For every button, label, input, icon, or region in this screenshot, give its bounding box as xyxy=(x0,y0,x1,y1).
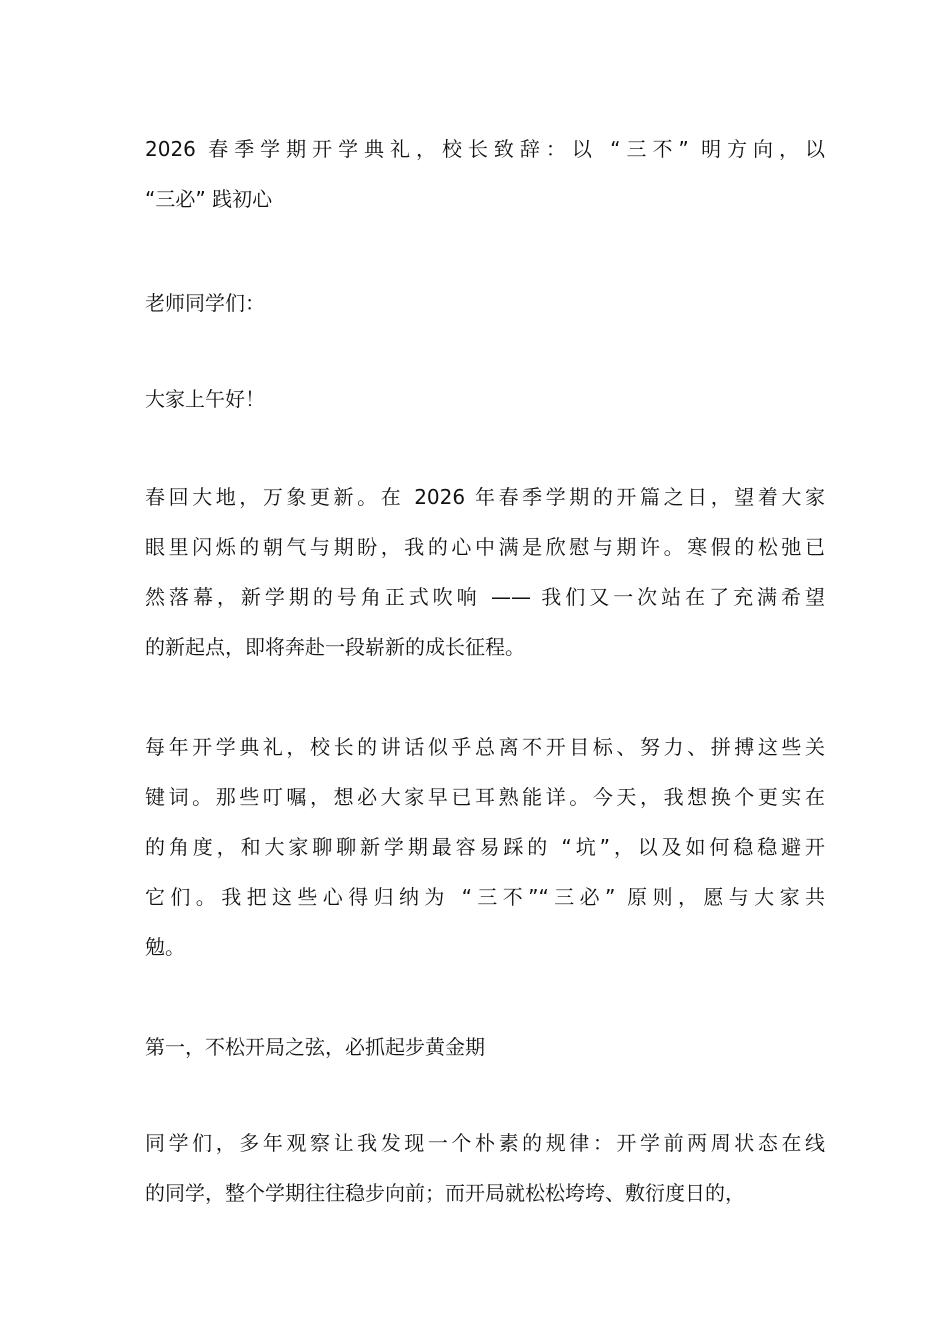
paragraph-3 xyxy=(145,1118,825,1218)
document-title xyxy=(145,124,825,224)
paragraph-line: 春回大地，万象更新。在 2026 年春季学期的开篇之日，望着大家 xyxy=(145,485,825,509)
salutation-line: 老师同学们： xyxy=(145,291,265,315)
paragraph-line: 的角度，和大家聊聊新学期最容易踩的 “坑”，以及如何稳稳避开 xyxy=(145,835,825,859)
greeting-line: 大家上午好！ xyxy=(145,387,265,411)
salutation xyxy=(145,278,825,328)
paragraph-line: 然落幕，新学期的号角正式吹响 —— 我们又一次站在了充满希望 xyxy=(145,585,825,609)
section-1-heading xyxy=(145,1022,825,1072)
paragraph-line: 键词。那些叮嘱，想必大家早已耳熟能详。今天，我想换个更实在 xyxy=(145,785,825,809)
paragraph-line: 每年开学典礼，校长的讲话似乎总离不开目标、努力、拼搏这些关 xyxy=(145,735,825,759)
greeting xyxy=(145,374,825,424)
paragraph-1 xyxy=(145,472,825,672)
paragraph-line: 眼里闪烁的朝气与期盼，我的心中满是欣慰与期许。寒假的松弛已 xyxy=(145,535,825,559)
title-line: “三必” 践初心 xyxy=(145,187,273,211)
paragraph-2 xyxy=(145,722,825,972)
paragraph-line: 的新起点，即将奔赴一段崭新的成长征程。 xyxy=(145,635,525,659)
title-line: 2026 春季学期开学典礼，校长致辞：以 “三不” 明方向，以 xyxy=(145,137,825,161)
paragraph-line: 勉。 xyxy=(145,935,185,959)
paragraph-line: 同学们，多年观察让我发现一个朴素的规律：开学前两周状态在线 xyxy=(145,1131,825,1155)
heading-line: 第一，不松开局之弦，必抓起步黄金期 xyxy=(145,1035,485,1059)
paragraph-line: 的同学，整个学期往往稳步向前；而开局就松松垮垮、敷衍度日的， xyxy=(145,1181,745,1205)
paragraph-line: 它们。我把这些心得归纳为 “三不”“三必” 原则，愿与大家共 xyxy=(145,885,825,909)
